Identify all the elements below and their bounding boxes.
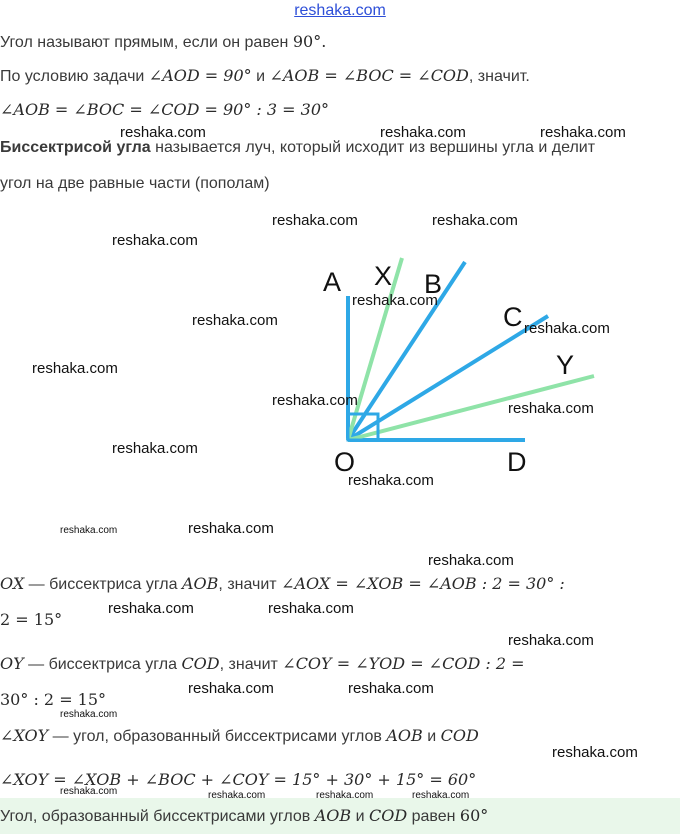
bisector-definition-cont [0, 174, 270, 194]
math: 30° : 2 = 15° [0, 690, 107, 709]
watermark: reshaka.com [272, 392, 358, 409]
text: равен [407, 808, 460, 825]
watermark: reshaka.com [60, 709, 118, 720]
label-y: Y [556, 350, 575, 380]
text: , значит. [468, 68, 530, 85]
math: ∠COY = ∠YOD = ∠COD : 2 = [282, 654, 525, 673]
math: AOB [386, 726, 423, 745]
watermark: reshaka.com [60, 786, 118, 797]
math: 2 = 15° [0, 610, 63, 629]
math: 60° [459, 806, 489, 825]
label-a: A [323, 267, 342, 297]
math: ∠XOY [0, 726, 49, 745]
text: угол на две равные части (пополам) [0, 175, 270, 192]
watermark: reshaka.com [380, 124, 466, 141]
watermark: reshaka.com [60, 525, 118, 536]
math: OY [0, 654, 24, 673]
math: OX [0, 574, 25, 593]
watermark: reshaka.com [540, 124, 626, 141]
math: ∠AOX = ∠XOB = ∠AOB : 2 = 30° : [281, 574, 565, 593]
watermark: reshaka.com [188, 520, 274, 537]
text: и [251, 68, 270, 85]
math: 90°. [292, 32, 327, 51]
watermark: reshaka.com [348, 472, 434, 489]
text: — биссектриса угла [23, 656, 182, 673]
bisector-definition [0, 138, 595, 158]
math: ∠AOD = 90° [148, 66, 252, 85]
answer-text [0, 806, 488, 827]
label-b: B [424, 269, 443, 299]
watermark: reshaka.com [508, 632, 594, 649]
label-x: X [374, 261, 393, 291]
watermark: reshaka.com [108, 600, 194, 617]
watermark: reshaka.com [428, 552, 514, 569]
math: COD [181, 654, 220, 673]
watermark: reshaka.com [432, 212, 518, 229]
xoy-definition [0, 726, 479, 747]
watermark: reshaka.com [316, 790, 374, 801]
term: Биссектрисой угла [0, 139, 151, 156]
text: Угол называют прямым, если он равен [0, 34, 293, 51]
math: AOB [181, 574, 219, 593]
oy-bisector-result [0, 690, 106, 711]
angle-diagram [300, 250, 620, 480]
watermark: reshaka.com [268, 600, 354, 617]
text: , значит [218, 576, 282, 593]
watermark: reshaka.com [352, 292, 438, 309]
text: По условию задачи [0, 68, 149, 85]
watermark: reshaka.com [112, 232, 198, 249]
text: — угол, образованный биссектрисами углов [48, 728, 387, 745]
math: AOB [314, 806, 352, 825]
problem-condition [0, 66, 530, 87]
ox-bisector-result [0, 610, 62, 631]
watermark: reshaka.com [120, 124, 206, 141]
text: называется луч, который исходит из вершины угла и делит [150, 139, 596, 156]
math: COD [368, 806, 408, 825]
watermark: reshaka.com [508, 400, 594, 417]
oy-bisector-statement [0, 654, 525, 675]
watermark: reshaka.com [552, 744, 638, 761]
label-d: D [507, 447, 527, 477]
label-c: C [503, 302, 523, 332]
watermark: reshaka.com [412, 790, 470, 801]
right-angle-definition [0, 32, 326, 53]
watermark: reshaka.com [112, 440, 198, 457]
label-o: O [334, 447, 356, 477]
text: , значит [219, 656, 283, 673]
angle-calculation [0, 100, 329, 121]
watermark: reshaka.com [208, 790, 266, 801]
site-header-link[interactable]: reshaka.com [294, 2, 386, 19]
text: и [422, 728, 441, 745]
math: ∠XOY = ∠XOB + ∠BOC + ∠COY = 15° + 30° + 15° = 60° [0, 770, 477, 789]
watermark: reshaka.com [524, 320, 610, 337]
watermark: reshaka.com [348, 680, 434, 697]
math: COD [440, 726, 479, 745]
text: и [351, 808, 369, 825]
watermark: reshaka.com [188, 680, 274, 697]
math: ∠AOB = ∠BOC = ∠COD [269, 66, 469, 85]
watermark: reshaka.com [32, 360, 118, 377]
watermark: reshaka.com [192, 312, 278, 329]
math: ∠AOB = ∠BOC = ∠COD = 90° : 3 = 30° [0, 100, 330, 119]
ox-bisector-statement [0, 574, 565, 595]
watermark: reshaka.com [272, 212, 358, 229]
text: Угол, образованный биссектрисами углов [0, 808, 315, 825]
text: — биссектриса угла [24, 576, 182, 593]
